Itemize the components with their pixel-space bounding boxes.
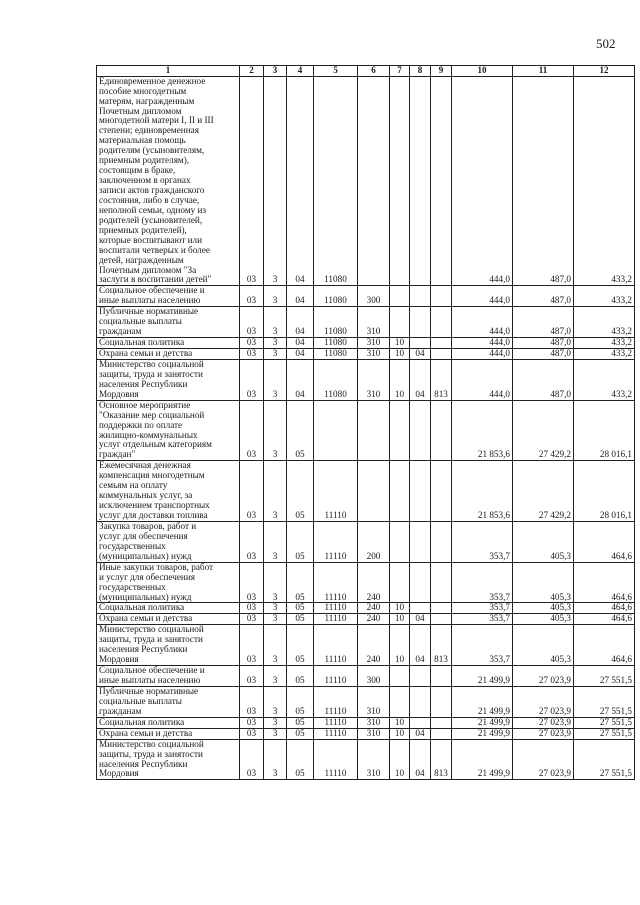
col-9-code: 813 bbox=[431, 359, 452, 400]
value-col-10: 444,0 bbox=[452, 349, 513, 360]
col-5-code: 11080 bbox=[314, 286, 358, 307]
table-row bbox=[97, 686, 635, 717]
col-9-code bbox=[431, 349, 452, 360]
col-7-code bbox=[390, 76, 410, 286]
value-col-10: 21 499,9 bbox=[452, 739, 513, 780]
value-col-12: 27 551,5 bbox=[574, 686, 635, 717]
value-col-11: 487,0 bbox=[513, 76, 574, 286]
col-5-code: 11080 bbox=[314, 338, 358, 349]
col-6-code: 240 bbox=[358, 562, 390, 603]
table-row bbox=[97, 603, 635, 614]
col-header: 2 bbox=[240, 66, 264, 77]
col-4-code: 04 bbox=[287, 286, 314, 307]
col-4-code: 04 bbox=[287, 76, 314, 286]
col-5-code: 11110 bbox=[314, 521, 358, 562]
col-3-code: 3 bbox=[264, 521, 287, 562]
col-3-code: 3 bbox=[264, 76, 287, 286]
value-col-10: 444,0 bbox=[452, 286, 513, 307]
col-9-code bbox=[431, 717, 452, 728]
row-description: Закупка товаров, работ и услуг для обеспечения государственных (муниципальных) нужд bbox=[97, 521, 240, 562]
table-row bbox=[97, 461, 635, 522]
col-7-code bbox=[390, 521, 410, 562]
col-3-code: 3 bbox=[264, 286, 287, 307]
col-3-code: 3 bbox=[264, 625, 287, 666]
value-col-11: 487,0 bbox=[513, 286, 574, 307]
value-col-12: 433,2 bbox=[574, 286, 635, 307]
value-col-10: 353,7 bbox=[452, 614, 513, 625]
col-9-code bbox=[431, 461, 452, 522]
col-7-code: 10 bbox=[390, 739, 410, 780]
col-3-code: 3 bbox=[264, 400, 287, 461]
value-col-10: 21 499,9 bbox=[452, 728, 513, 739]
col-2-code: 03 bbox=[240, 338, 264, 349]
col-2-code: 03 bbox=[240, 562, 264, 603]
value-col-11: 27 023,9 bbox=[513, 666, 574, 687]
col-6-code bbox=[358, 400, 390, 461]
col-3-code: 3 bbox=[264, 614, 287, 625]
col-8-code: 04 bbox=[410, 349, 431, 360]
col-6-code: 310 bbox=[358, 349, 390, 360]
value-col-10: 21 499,9 bbox=[452, 717, 513, 728]
table-row bbox=[97, 614, 635, 625]
col-9-code bbox=[431, 521, 452, 562]
col-7-code: 10 bbox=[390, 603, 410, 614]
col-4-code: 04 bbox=[287, 338, 314, 349]
col-7-code bbox=[390, 686, 410, 717]
col-4-code: 05 bbox=[287, 717, 314, 728]
col-2-code: 03 bbox=[240, 359, 264, 400]
col-7-code bbox=[390, 666, 410, 687]
col-7-code: 10 bbox=[390, 717, 410, 728]
col-3-code: 3 bbox=[264, 739, 287, 780]
col-2-code: 03 bbox=[240, 603, 264, 614]
col-2-code: 03 bbox=[240, 307, 264, 338]
col-9-code bbox=[431, 686, 452, 717]
value-col-12: 464,6 bbox=[574, 562, 635, 603]
col-8-code bbox=[410, 603, 431, 614]
table-row bbox=[97, 400, 635, 461]
value-col-10: 21 853,6 bbox=[452, 400, 513, 461]
col-2-code: 03 bbox=[240, 400, 264, 461]
col-header: 5 bbox=[314, 66, 358, 77]
col-2-code: 03 bbox=[240, 625, 264, 666]
col-7-code bbox=[390, 562, 410, 603]
col-4-code: 04 bbox=[287, 359, 314, 400]
value-col-11: 27 023,9 bbox=[513, 739, 574, 780]
col-4-code: 05 bbox=[287, 562, 314, 603]
col-9-code bbox=[431, 603, 452, 614]
col-6-code: 310 bbox=[358, 717, 390, 728]
col-8-code: 04 bbox=[410, 728, 431, 739]
col-8-code bbox=[410, 686, 431, 717]
value-col-10: 21 499,9 bbox=[452, 666, 513, 687]
value-col-12: 433,2 bbox=[574, 307, 635, 338]
col-3-code: 3 bbox=[264, 349, 287, 360]
col-3-code: 3 bbox=[264, 728, 287, 739]
col-9-code bbox=[431, 338, 452, 349]
value-col-10: 21 499,9 bbox=[452, 686, 513, 717]
table-row bbox=[97, 625, 635, 666]
col-2-code: 03 bbox=[240, 739, 264, 780]
col-header: 11 bbox=[513, 66, 574, 77]
col-8-code bbox=[410, 400, 431, 461]
col-8-code bbox=[410, 338, 431, 349]
col-5-code: 11110 bbox=[314, 666, 358, 687]
row-description: Министерство социальной защиты, труда и занятости населения Республики Мордовия bbox=[97, 625, 240, 666]
table-row bbox=[97, 739, 635, 780]
col-9-code bbox=[431, 286, 452, 307]
col-5-code: 11080 bbox=[314, 349, 358, 360]
col-8-code bbox=[410, 717, 431, 728]
col-3-code: 3 bbox=[264, 338, 287, 349]
page-number: 502 bbox=[596, 36, 616, 51]
value-col-11: 405,3 bbox=[513, 603, 574, 614]
header-row bbox=[97, 66, 635, 77]
col-4-code: 05 bbox=[287, 666, 314, 687]
row-description: Охрана семьи и детства bbox=[97, 728, 240, 739]
col-8-code bbox=[410, 666, 431, 687]
col-5-code: 11110 bbox=[314, 686, 358, 717]
col-7-code: 10 bbox=[390, 359, 410, 400]
value-col-10: 21 853,6 bbox=[452, 461, 513, 522]
col-header: 7 bbox=[390, 66, 410, 77]
col-8-code bbox=[410, 562, 431, 603]
value-col-11: 487,0 bbox=[513, 307, 574, 338]
row-description: Публичные нормативные социальные выплаты гражданам bbox=[97, 307, 240, 338]
col-8-code: 04 bbox=[410, 739, 431, 780]
col-2-code: 03 bbox=[240, 349, 264, 360]
value-col-10: 444,0 bbox=[452, 307, 513, 338]
col-2-code: 03 bbox=[240, 614, 264, 625]
value-col-11: 487,0 bbox=[513, 338, 574, 349]
col-3-code: 3 bbox=[264, 666, 287, 687]
row-description: Охрана семьи и детства bbox=[97, 614, 240, 625]
col-6-code: 240 bbox=[358, 614, 390, 625]
row-description: Министерство социальной защиты, труда и занятости населения Республики Мордовия bbox=[97, 739, 240, 780]
value-col-12: 28 016,1 bbox=[574, 400, 635, 461]
table-row bbox=[97, 286, 635, 307]
row-description: Единовременное денежное пособие многодетным матерям, награжденным Почетным дипломом многодетной матери I, II и III степени; единовременная материальная помощь родителям (усыновителям, приемным родителям), состоящим в браке, заключенном в органах записи актов гражданского состояния, либо в случае, неполной семьи, одному из родителей (усыновителей, приемных родителей), которые воспитывают или воспитали четверых и более детей, награжденным Почетным дипломом "За заслуги в воспитании детей" bbox=[97, 76, 240, 286]
col-8-code bbox=[410, 307, 431, 338]
col-8-code bbox=[410, 286, 431, 307]
col-3-code: 3 bbox=[264, 562, 287, 603]
col-6-code: 300 bbox=[358, 666, 390, 687]
col-6-code bbox=[358, 461, 390, 522]
col-5-code: 11110 bbox=[314, 717, 358, 728]
value-col-12: 464,6 bbox=[574, 614, 635, 625]
col-9-code bbox=[431, 562, 452, 603]
col-3-code: 3 bbox=[264, 717, 287, 728]
col-9-code bbox=[431, 728, 452, 739]
col-9-code bbox=[431, 400, 452, 461]
col-header: 8 bbox=[410, 66, 431, 77]
col-5-code: 11110 bbox=[314, 728, 358, 739]
col-2-code: 03 bbox=[240, 76, 264, 286]
value-col-12: 27 551,5 bbox=[574, 728, 635, 739]
value-col-11: 487,0 bbox=[513, 349, 574, 360]
col-5-code: 11080 bbox=[314, 359, 358, 400]
value-col-11: 27 023,9 bbox=[513, 728, 574, 739]
col-3-code: 3 bbox=[264, 307, 287, 338]
value-col-10: 353,7 bbox=[452, 603, 513, 614]
col-9-code: 813 bbox=[431, 625, 452, 666]
col-header: 1 bbox=[97, 66, 240, 77]
value-col-11: 405,3 bbox=[513, 625, 574, 666]
table-row bbox=[97, 307, 635, 338]
col-3-code: 3 bbox=[264, 359, 287, 400]
row-description: Министерство социальной защиты, труда и занятости населения Республики Мордовия bbox=[97, 359, 240, 400]
value-col-12: 464,6 bbox=[574, 625, 635, 666]
col-9-code bbox=[431, 666, 452, 687]
col-4-code: 05 bbox=[287, 400, 314, 461]
value-col-10: 444,0 bbox=[452, 76, 513, 286]
table-row bbox=[97, 717, 635, 728]
col-8-code bbox=[410, 521, 431, 562]
row-description: Иные закупки товаров, работ и услуг для обеспечения государственных (муниципальных) нужд bbox=[97, 562, 240, 603]
col-3-code: 3 bbox=[264, 603, 287, 614]
col-2-code: 03 bbox=[240, 521, 264, 562]
col-6-code: 240 bbox=[358, 625, 390, 666]
table-row bbox=[97, 562, 635, 603]
col-2-code: 03 bbox=[240, 728, 264, 739]
value-col-11: 27 023,9 bbox=[513, 717, 574, 728]
col-header: 9 bbox=[431, 66, 452, 77]
col-2-code: 03 bbox=[240, 686, 264, 717]
value-col-10: 353,7 bbox=[452, 521, 513, 562]
table-row bbox=[97, 76, 635, 286]
col-4-code: 05 bbox=[287, 461, 314, 522]
col-9-code bbox=[431, 76, 452, 286]
col-4-code: 05 bbox=[287, 625, 314, 666]
value-col-11: 27 429,2 bbox=[513, 461, 574, 522]
table-row bbox=[97, 728, 635, 739]
row-description: Социальная политика bbox=[97, 717, 240, 728]
row-description: Социальная политика bbox=[97, 338, 240, 349]
row-description: Охрана семьи и детства bbox=[97, 349, 240, 360]
row-description: Ежемесячная денежная компенсация многодетным семьям на оплату коммунальных услуг, за исключением транспортных услуг для доставки топлива bbox=[97, 461, 240, 522]
row-description: Социальное обеспечение и иные выплаты населению bbox=[97, 286, 240, 307]
col-6-code: 240 bbox=[358, 603, 390, 614]
col-7-code bbox=[390, 286, 410, 307]
row-description: Публичные нормативные социальные выплаты гражданам bbox=[97, 686, 240, 717]
col-2-code: 03 bbox=[240, 717, 264, 728]
col-8-code: 04 bbox=[410, 614, 431, 625]
value-col-12: 464,6 bbox=[574, 521, 635, 562]
col-5-code: 11110 bbox=[314, 562, 358, 603]
value-col-10: 353,7 bbox=[452, 625, 513, 666]
value-col-12: 28 016,1 bbox=[574, 461, 635, 522]
table-row bbox=[97, 349, 635, 360]
col-6-code: 310 bbox=[358, 728, 390, 739]
row-description: Основное мероприятие "Оказание мер социальной поддержки по оплате жилищно-коммунальных услуг отдельным категориям граждан" bbox=[97, 400, 240, 461]
col-header: 12 bbox=[574, 66, 635, 77]
col-4-code: 05 bbox=[287, 521, 314, 562]
col-5-code: 11110 bbox=[314, 614, 358, 625]
col-6-code bbox=[358, 76, 390, 286]
value-col-11: 405,3 bbox=[513, 521, 574, 562]
value-col-11: 27 023,9 bbox=[513, 686, 574, 717]
col-header: 6 bbox=[358, 66, 390, 77]
col-8-code: 04 bbox=[410, 625, 431, 666]
col-6-code: 310 bbox=[358, 359, 390, 400]
value-col-12: 27 551,5 bbox=[574, 666, 635, 687]
value-col-12: 464,6 bbox=[574, 603, 635, 614]
value-col-11: 405,3 bbox=[513, 562, 574, 603]
value-col-10: 353,7 bbox=[452, 562, 513, 603]
col-2-code: 03 bbox=[240, 461, 264, 522]
col-7-code bbox=[390, 461, 410, 522]
col-7-code: 10 bbox=[390, 349, 410, 360]
col-8-code: 04 bbox=[410, 359, 431, 400]
value-col-10: 444,0 bbox=[452, 338, 513, 349]
col-7-code: 10 bbox=[390, 338, 410, 349]
col-6-code: 310 bbox=[358, 739, 390, 780]
col-3-code: 3 bbox=[264, 686, 287, 717]
col-6-code: 200 bbox=[358, 521, 390, 562]
col-8-code bbox=[410, 76, 431, 286]
col-4-code: 04 bbox=[287, 307, 314, 338]
table-row bbox=[97, 338, 635, 349]
col-4-code: 05 bbox=[287, 686, 314, 717]
col-4-code: 05 bbox=[287, 614, 314, 625]
col-6-code: 300 bbox=[358, 286, 390, 307]
row-description: Социальное обеспечение и иные выплаты населению bbox=[97, 666, 240, 687]
value-col-11: 27 429,2 bbox=[513, 400, 574, 461]
col-4-code: 05 bbox=[287, 739, 314, 780]
col-9-code bbox=[431, 307, 452, 338]
value-col-12: 27 551,5 bbox=[574, 739, 635, 780]
col-9-code: 813 bbox=[431, 739, 452, 780]
col-4-code: 04 bbox=[287, 349, 314, 360]
col-7-code bbox=[390, 400, 410, 461]
value-col-11: 405,3 bbox=[513, 614, 574, 625]
value-col-12: 433,2 bbox=[574, 76, 635, 286]
col-7-code: 10 bbox=[390, 614, 410, 625]
value-col-11: 487,0 bbox=[513, 359, 574, 400]
col-5-code: 11110 bbox=[314, 603, 358, 614]
table-row bbox=[97, 666, 635, 687]
col-7-code bbox=[390, 307, 410, 338]
col-5-code: 11110 bbox=[314, 625, 358, 666]
table-row bbox=[97, 359, 635, 400]
value-col-12: 433,2 bbox=[574, 349, 635, 360]
col-7-code: 10 bbox=[390, 625, 410, 666]
value-col-12: 433,2 bbox=[574, 338, 635, 349]
col-6-code: 310 bbox=[358, 338, 390, 349]
table-row bbox=[97, 521, 635, 562]
col-3-code: 3 bbox=[264, 461, 287, 522]
col-6-code: 310 bbox=[358, 307, 390, 338]
value-col-10: 444,0 bbox=[452, 359, 513, 400]
col-6-code: 310 bbox=[358, 686, 390, 717]
col-8-code bbox=[410, 461, 431, 522]
col-header: 4 bbox=[287, 66, 314, 77]
col-2-code: 03 bbox=[240, 666, 264, 687]
value-col-12: 27 551,5 bbox=[574, 717, 635, 728]
col-5-code: 11080 bbox=[314, 307, 358, 338]
budget-table bbox=[96, 65, 635, 780]
col-header: 10 bbox=[452, 66, 513, 77]
col-2-code: 03 bbox=[240, 286, 264, 307]
col-5-code: 11080 bbox=[314, 76, 358, 286]
col-7-code: 10 bbox=[390, 728, 410, 739]
col-5-code bbox=[314, 400, 358, 461]
col-4-code: 05 bbox=[287, 603, 314, 614]
value-col-12: 433,2 bbox=[574, 359, 635, 400]
col-header: 3 bbox=[264, 66, 287, 77]
col-9-code bbox=[431, 614, 452, 625]
col-5-code: 11110 bbox=[314, 461, 358, 522]
row-description: Социальная политика bbox=[97, 603, 240, 614]
col-4-code: 05 bbox=[287, 728, 314, 739]
col-5-code: 11110 bbox=[314, 739, 358, 780]
